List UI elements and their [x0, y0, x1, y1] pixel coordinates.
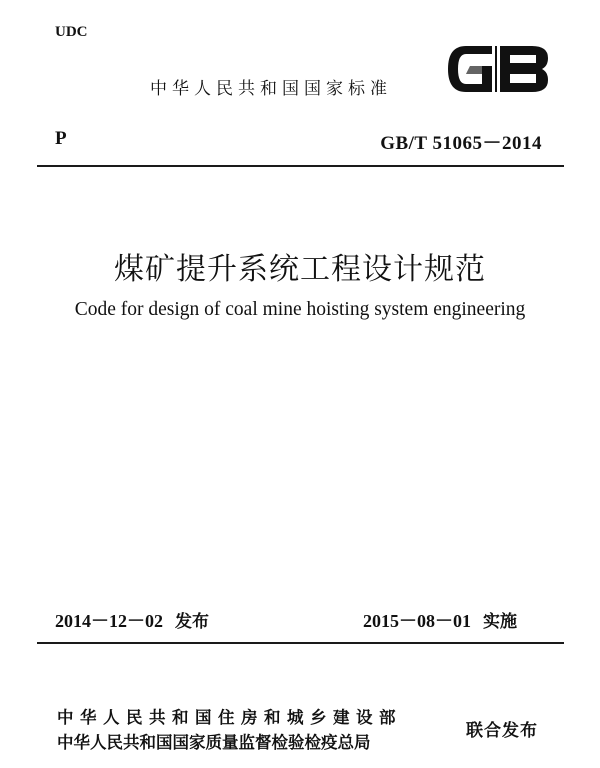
issuer-aqsiq: 中华人民共和国国家质量监督检验检疫总局 — [57, 733, 371, 752]
issue-date: 2014－12－02 — [55, 611, 163, 631]
category-letter: P — [55, 128, 67, 149]
issuer-ministry-housing: 中华人民共和国住房和城乡建设部 — [57, 708, 402, 727]
standard-code: GB/T 51065－2014 — [380, 133, 542, 154]
title-english: Code for design of coal mine hoisting system engineering — [74, 299, 526, 320]
gb-logo-icon — [444, 40, 552, 98]
header-divider — [37, 165, 564, 167]
standard-type-heading: 中华人民共和国国家标准 — [150, 79, 392, 99]
footer-divider — [37, 642, 564, 644]
issuers-block — [57, 705, 402, 755]
issue-label: 发布 — [175, 612, 209, 632]
joint-release-label: 联合发布 — [466, 721, 538, 741]
effective-date-block — [363, 607, 517, 633]
effective-label: 实施 — [483, 612, 517, 632]
title-chinese: 煤矿提升系统工程设计规范 — [114, 252, 486, 287]
issue-date-block — [55, 607, 209, 633]
udc-label: UDC — [55, 24, 88, 40]
effective-date: 2015－08－01 — [363, 611, 471, 631]
